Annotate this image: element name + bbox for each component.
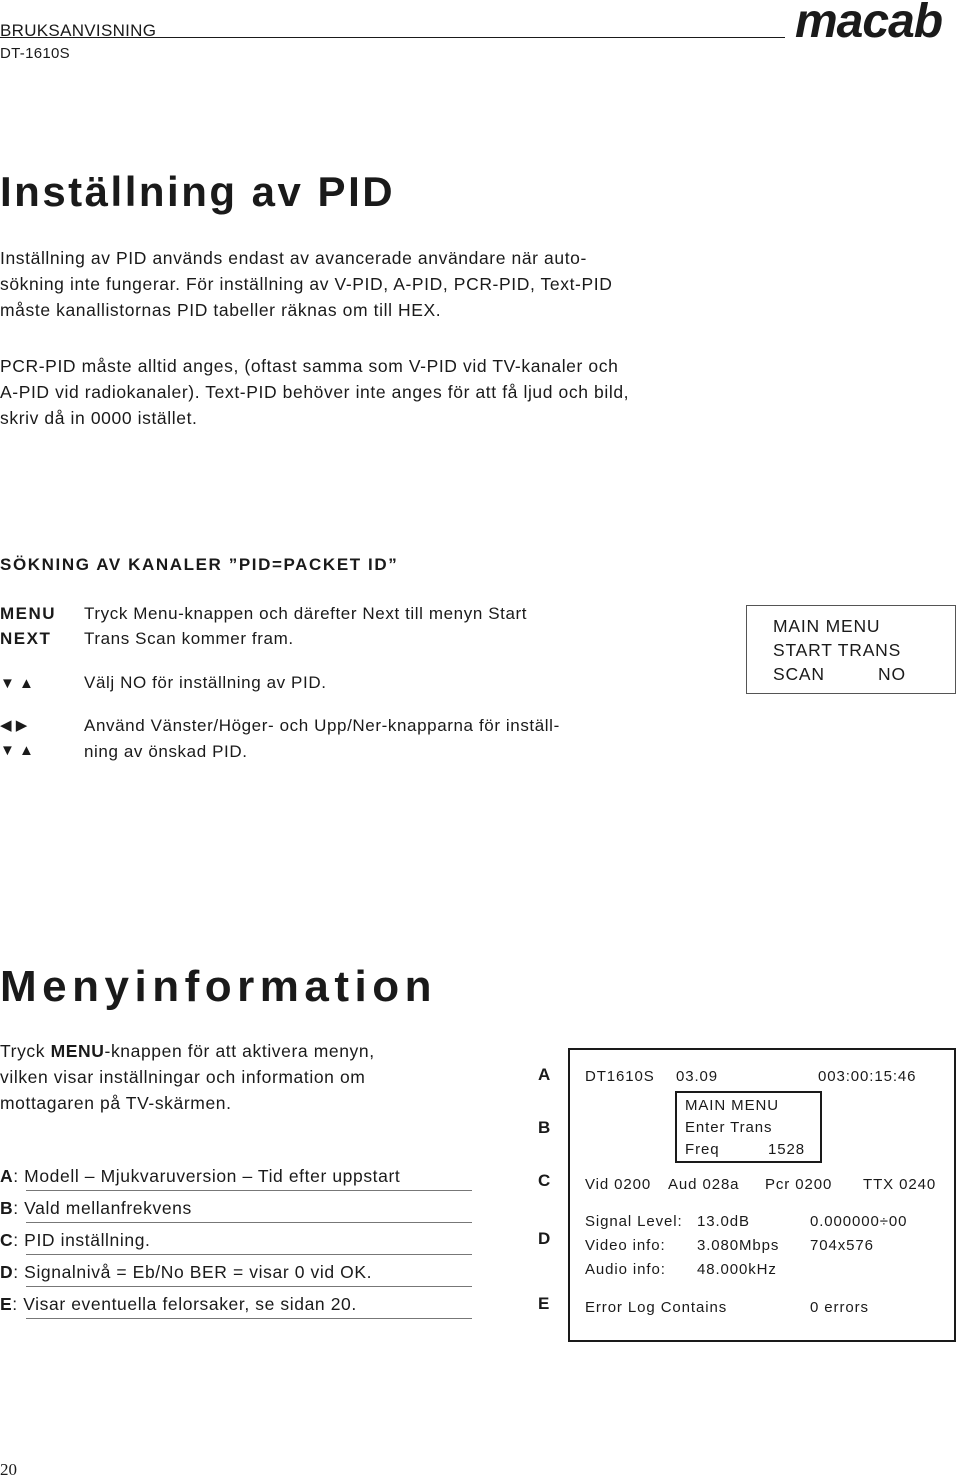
legend-item-a: A: Modell – Mjukvaruversion – Tid efter uppstart: [0, 1166, 401, 1186]
marker-a: A: [538, 1065, 551, 1084]
intro-line-1: Tryck MENU-knappen för att aktivera menyn,: [0, 1041, 375, 1061]
section-title-pid: Inställning av PID: [0, 168, 396, 215]
intro-line-3: mottagaren på TV-skärmen.: [0, 1093, 232, 1113]
legend-underline: [26, 1318, 472, 1319]
text-line: PCR-PID måste alltid anges, (oftast samma som V-PID vid TV-kanaler och: [0, 356, 619, 376]
screen-pcr: Pcr 0200: [765, 1176, 833, 1193]
screen-audio-label: Audio info:: [585, 1261, 666, 1278]
text-line: sökning inte fungerar. För inställning av V-PID, A-PID, PCR-PID, Text-PID: [0, 274, 613, 294]
brand-logo: macab: [795, 0, 943, 48]
legend-underline: [26, 1254, 472, 1255]
screen-error-value: 0 errors: [810, 1299, 869, 1316]
header-rule: [0, 37, 785, 38]
menu-box-scan: SCAN: [773, 664, 825, 684]
screen-main-menu: [675, 1091, 822, 1163]
header-title: BRUKSANVISNING: [0, 21, 157, 40]
main-menu-box: [746, 605, 956, 694]
header-model: DT-1610S: [0, 45, 70, 62]
up-down-arrows-icon: ▼ ▲: [0, 675, 34, 692]
search-heading: SÖKNING AV KANALER ”PID=PACKET ID”: [0, 555, 399, 574]
pid-paragraph-1: [0, 245, 612, 323]
menu-box-line-2: START TRANS: [773, 640, 902, 660]
page-number: 20: [0, 1460, 17, 1479]
step-3-line-2: ning av önskad PID.: [84, 742, 248, 761]
screen-menu-item: Enter Trans: [685, 1119, 773, 1136]
up-down-arrows-icon-2: ▼ ▲: [0, 742, 34, 759]
marker-e: E: [538, 1294, 550, 1313]
screen-uptime: 003:00:15:46: [818, 1068, 917, 1085]
screen-version: 03.09: [676, 1068, 719, 1085]
screen-menu-title: MAIN MENU: [685, 1097, 779, 1114]
screen-signal-value: 13.0dB: [697, 1213, 750, 1230]
screen-video-label: Video info:: [585, 1237, 666, 1254]
screen-video-res: 704x576: [810, 1237, 874, 1254]
screen-freq-value: 1528: [768, 1141, 805, 1158]
menu-key-label: MENU: [0, 604, 57, 623]
text-line: A-PID vid radiokanaler). Text-PID behöver inte anges för att få ljud och bild,: [0, 382, 630, 402]
screen-aud: Aud 028a: [668, 1176, 740, 1193]
legend-underline: [26, 1222, 472, 1223]
screen-freq-label: Freq: [685, 1141, 720, 1158]
screen-ber-value: 0.000000÷00: [810, 1213, 908, 1230]
legend-item-d: D: Signalnivå = Eb/No BER = visar 0 vid OK.: [0, 1262, 373, 1282]
screen-vid: Vid 0200: [585, 1176, 652, 1193]
legend-item-c: C: PID inställning.: [0, 1230, 151, 1250]
screen-signal-label: Signal Level:: [585, 1213, 683, 1230]
menu-key-inline: MENU: [50, 1041, 105, 1061]
step-1-line-2: Trans Scan kommer fram.: [84, 629, 294, 648]
marker-d: D: [538, 1229, 551, 1248]
marker-b: B: [538, 1118, 551, 1137]
legend-item-b: B: Vald mellanfrekvens: [0, 1198, 192, 1218]
screen-audio-value: 48.000kHz: [697, 1261, 777, 1278]
menu-box-no: NO: [878, 664, 906, 684]
intro-line-2: vilken visar inställningar och information om: [0, 1067, 366, 1087]
menyinfo-intro: [0, 1038, 375, 1116]
legend-underline: [26, 1190, 472, 1191]
legend-item-e: E: Visar eventuella felorsaker, se sidan 20.: [0, 1294, 357, 1314]
screen-ttx: TTX 0240: [863, 1176, 937, 1193]
menu-box-line-1: MAIN MENU: [773, 616, 881, 636]
pid-paragraph-2: [0, 353, 629, 431]
text-line: Inställning av PID används endast av avancerade användare när auto-: [0, 248, 587, 268]
next-key-label: NEXT: [0, 629, 52, 648]
screen-video-rate: 3.080Mbps: [697, 1237, 780, 1254]
screen-error-label: Error Log Contains: [585, 1299, 728, 1316]
step-2: Välj NO för inställning av PID.: [84, 673, 327, 692]
screen-model: DT1610S: [585, 1068, 655, 1085]
marker-c: C: [538, 1171, 551, 1190]
section-title-menyinfo: Menyinformation: [0, 962, 437, 1011]
step-3-line-1: Använd Vänster/Höger- och Upp/Ner-knapparna för inställ-: [84, 716, 560, 735]
tv-screen-info: [568, 1048, 956, 1342]
text-line: måste kanallistornas PID tabeller räknas om till HEX.: [0, 300, 442, 320]
left-right-arrows-icon: ◀ ▶: [0, 717, 28, 734]
legend-underline: [26, 1286, 472, 1287]
step-1-line-1: Tryck Menu-knappen och därefter Next till menyn Start: [84, 604, 528, 623]
text-line: skriv då in 0000 istället.: [0, 408, 198, 428]
